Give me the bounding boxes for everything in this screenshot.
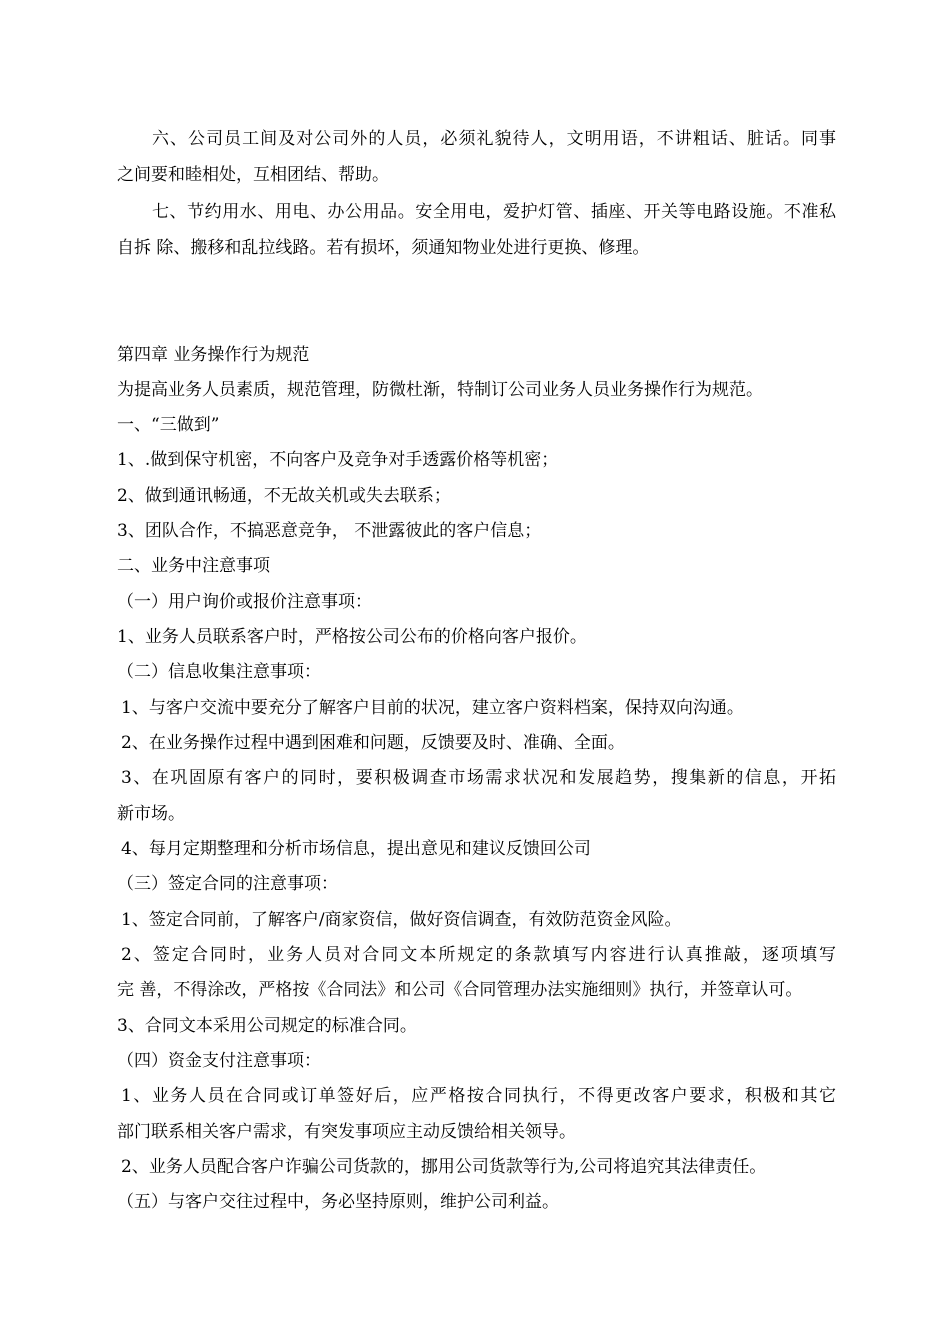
chapter-title: 第四章 业务操作行为规范	[117, 345, 310, 365]
list-item-continuation: 完 善，不得涂改，严格按《合同法》和公司《合同管理办法实施细则》执行，并签章认可。	[117, 980, 803, 1000]
subsection-heading: （一）用户询价或报价注意事项：	[117, 592, 372, 612]
list-item: 2、业务人员配合客户诈骗公司货款的，挪用公司货款等行为,公司将追究其法律责任。	[121, 1157, 767, 1177]
subsection-heading: （三）签定合同的注意事项：	[117, 874, 338, 894]
list-item: 4、每月定期整理和分析市场信息，提出意见和建议反馈回公司	[121, 839, 591, 859]
list-item: 1、业务人员在合同或订单签好后，应严格按合同执行，不得更改客户要求，积极和其它	[121, 1086, 836, 1106]
list-item: 3、团队合作，不搞恶意竞争， 不泄露彼此的客户信息；	[117, 521, 542, 541]
list-item: 1、与客户交流中要充分了解客户目前的状况，建立客户资料档案，保持双向沟通。	[121, 698, 744, 718]
subsection-heading: （二）信息收集注意事项：	[117, 662, 321, 682]
list-item-continuation: 新市场。	[117, 804, 185, 824]
paragraph-line: 之间要和睦相处，互相团结、帮助。	[117, 165, 389, 185]
subsection-heading: （五）与客户交往过程中，务必坚持原则，维护公司利益。	[117, 1192, 559, 1212]
list-item: 2、签定合同时，业务人员对合同文本所规定的条款填写内容进行认真推敲，逐项填写	[121, 945, 836, 965]
list-item: 1、签定合同前，了解客户/商家资信，做好资信调查，有效防范资金风险。	[121, 910, 682, 930]
list-item: 1、.做到保守机密，不向客户及竞争对手透露价格等机密；	[117, 450, 559, 470]
list-item: 1、业务人员联系客户时，严格按公司公布的价格向客户报价。	[117, 627, 587, 647]
paragraph-line: 七、节约用水、用电、办公用品。安全用电，爱护灯管、插座、开关等电路设施。不准私	[152, 202, 836, 222]
list-item: 3、在巩固原有客户的同时，要积极调查市场需求状况和发展趋势，搜集新的信息，开拓	[121, 768, 836, 788]
list-item: 2、做到通讯畅通，不无故关机或失去联系；	[117, 486, 451, 506]
paragraph-line: 六、公司员工间及对公司外的人员，必须礼貌待人，文明用语，不讲粗话、脏话。同事	[152, 129, 836, 149]
section-heading: 一、“三做到”	[117, 415, 220, 435]
paragraph-line: 自拆 除、搬移和乱拉线路。若有损坏，须通知物业处进行更换、修理。	[117, 238, 650, 258]
list-item-continuation: 部门联系相关客户需求，有突发事项应主动反馈给相关领导。	[117, 1122, 576, 1142]
section-heading: 二、业务中注意事项	[117, 556, 270, 576]
paragraph-line: 为提高业务人员素质，规范管理，防微杜渐，特制订公司业务人员业务操作行为规范。	[117, 380, 763, 400]
list-item: 3、合同文本采用公司规定的标准合同。	[117, 1016, 417, 1036]
list-item: 2、在业务操作过程中遇到困难和问题，反馈要及时、准确、全面。	[121, 733, 625, 753]
subsection-heading: （四）资金支付注意事项：	[117, 1051, 321, 1071]
